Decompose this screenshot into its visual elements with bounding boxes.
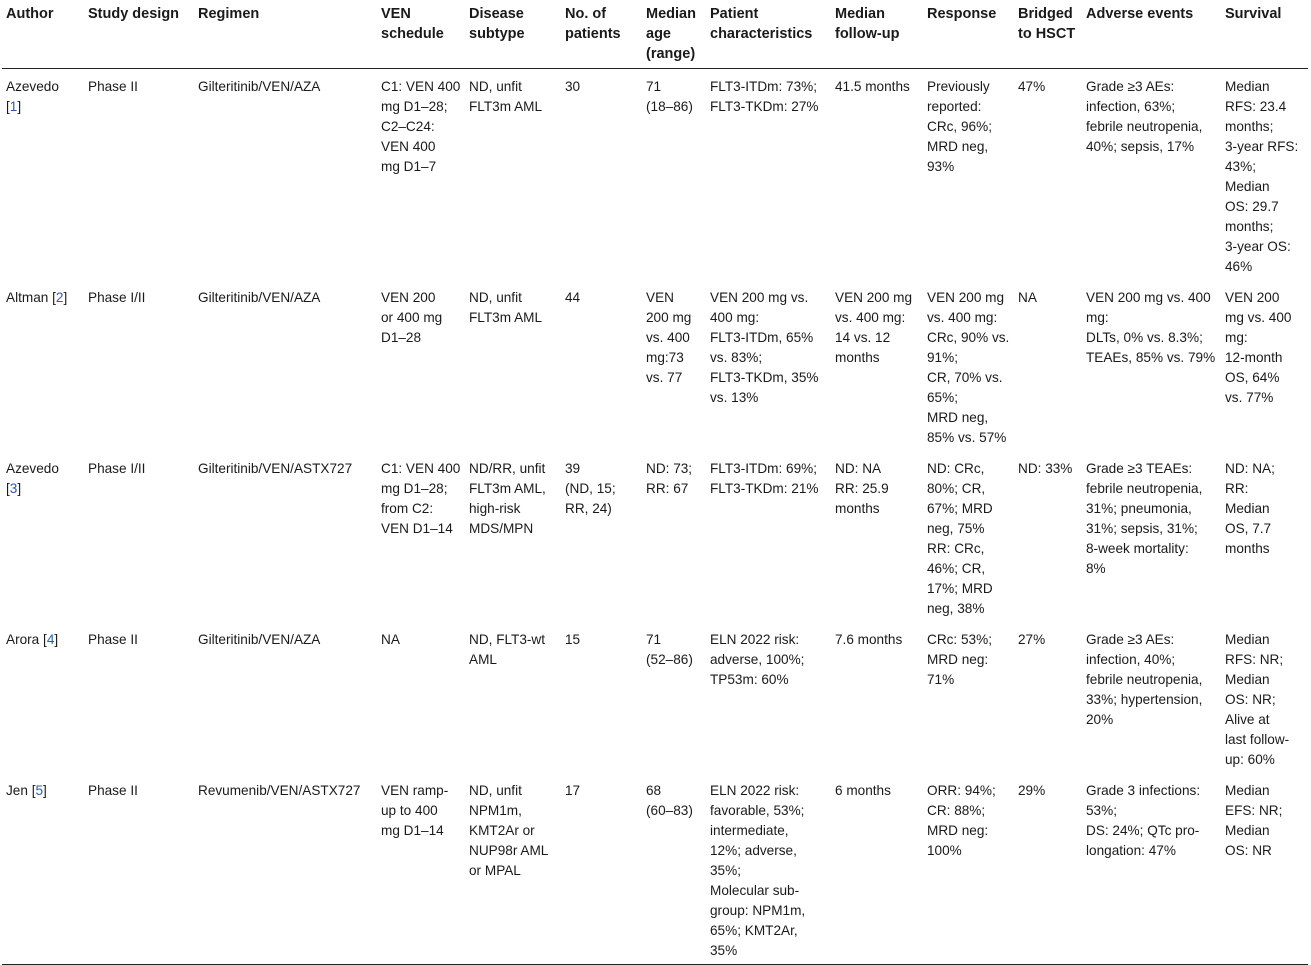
col-header-median-follow-up: Median follow-up (835, 6, 900, 42)
median-follow-up-cell: VEN 200 mg vs. 400 mg: 14 vs. 12 months (835, 290, 913, 365)
col-header-no-of-patients: No. of patients (565, 6, 621, 42)
patient-characteristics-cell: ELN 2022 risk: adverse, 100%; TP53m: 60% (710, 632, 805, 687)
ven-schedule-cell: C1: VEN 400 mg D1–28; from C2: VEN D1–14 (381, 461, 461, 536)
adverse-events-cell: Grade ≥3 TEAEs: febrile neutropenia, 31%; pneumonia, 31%; sepsis, 31%; 8-week mortality: 8% (1086, 461, 1203, 576)
ven-schedule-cell: NA (381, 632, 400, 647)
median-follow-up-cell: 6 months (835, 783, 891, 798)
no-of-patients-cell: 30 (565, 79, 581, 94)
study-design-cell: Phase II (88, 632, 138, 647)
patient-characteristics-cell: FLT3-ITDm: 73%; FLT3-TKDm: 27% (710, 79, 819, 114)
header-row (2, 0, 1308, 69)
bridged-to-hsct-cell: 29% (1018, 783, 1046, 798)
adverse-events-cell: Grade ≥3 AEs: infection, 63%; febrile neutropenia, 40%; sepsis, 17% (1086, 79, 1203, 154)
table-row (2, 773, 1308, 965)
regimen-cell: Gilteritinib/VEN/ASTX727 (198, 461, 353, 476)
reference-link[interactable]: 2 (55, 290, 64, 305)
table-row (2, 69, 1308, 281)
regimen-cell: Gilteritinib/VEN/AZA (198, 290, 321, 305)
bridged-to-hsct-cell: NA (1018, 290, 1037, 305)
author-name: Azevedo (6, 461, 59, 476)
author-cell: Azevedo [3] (6, 461, 59, 496)
col-header-patient-characteristics: Patient characteristics (710, 6, 813, 42)
author-name: Altman (6, 290, 49, 305)
col-header-survival: Survival (1225, 6, 1282, 22)
bridged-to-hsct-cell: 47% (1018, 79, 1046, 94)
bridged-to-hsct-cell: 27% (1018, 632, 1046, 647)
survival-cell: ND: NA; RR: Median OS, 7.7 months (1225, 461, 1275, 556)
reference-link[interactable]: 3 (9, 481, 18, 496)
col-header-study-design: Study design (88, 6, 180, 22)
response-cell: Previously reported: CRc, 96%; MRD neg, 93% (927, 79, 992, 174)
reference-link[interactable]: 4 (46, 632, 55, 647)
median-follow-up-cell: 41.5 months (835, 79, 910, 94)
median-age-cell: VEN 200 mg vs. 400 mg:73 vs. 77 (646, 290, 692, 385)
table-row (2, 280, 1308, 451)
table-row (2, 451, 1308, 622)
author-cell: Altman [2] (6, 290, 68, 305)
col-header-median-age: Median age (range) (646, 6, 696, 62)
median-follow-up-cell: ND: NA RR: 25.9 months (835, 461, 889, 516)
patient-characteristics-cell: FLT3-ITDm: 69%; FLT3-TKDm: 21% (710, 461, 819, 496)
disease-subtype-cell: ND, unfit FLT3m AML (469, 79, 543, 114)
median-age-cell: 71 (52–86) (646, 632, 693, 667)
regimen-cell: Gilteritinib/VEN/AZA (198, 79, 321, 94)
author-name: Jen (6, 783, 28, 798)
no-of-patients-cell: 39 (ND, 15; RR, 24) (565, 461, 616, 516)
col-header-ven-schedule: VEN schedule (381, 6, 444, 42)
survival-cell: Median EFS: NR; Median OS: NR (1225, 783, 1283, 858)
median-follow-up-cell: 7.6 months (835, 632, 903, 647)
author-cell: Arora [4] (6, 632, 59, 647)
ven-schedule-cell: VEN 200 or 400 mg D1–28 (381, 290, 443, 345)
reference-link[interactable]: 5 (35, 783, 44, 798)
author-name: Arora (6, 632, 40, 647)
author-cell: Azevedo [1] (6, 79, 59, 114)
disease-subtype-cell: ND/RR, unfit FLT3m AML, high-risk MDS/MPN (469, 461, 546, 536)
col-header-author: Author (6, 6, 54, 22)
survival-cell: Median RFS: 23.4 months; 3-year RFS: 43%; Median OS: 29.7 months; 3-year OS: 46% (1225, 79, 1299, 274)
response-cell: VEN 200 mg vs. 400 mg: CRc, 90% vs. 91%; CR, 70% vs. 65%; MRD neg, 85% vs. 57% (927, 290, 1010, 445)
survival-cell: Median RFS: NR; Median OS: NR; Alive at last follow- up: 60% (1225, 632, 1290, 767)
no-of-patients-cell: 44 (565, 290, 581, 305)
disease-subtype-cell: ND, unfit FLT3m AML (469, 290, 543, 325)
no-of-patients-cell: 17 (565, 783, 581, 798)
ven-schedule-cell: C1: VEN 400 mg D1–28; C2–C24: VEN 400 mg D1–7 (381, 79, 461, 174)
col-header-disease-subtype: Disease subtype (469, 6, 525, 42)
adverse-events-cell: Grade 3 infections: 53%; DS: 24%; QTc pro- longation: 47% (1086, 783, 1201, 858)
study-table (2, 0, 1308, 965)
response-cell: ND: CRc, 80%; CR, 67%; MRD neg, 75% RR: CRc, 46%; CR, 17%; MRD neg, 38% (927, 461, 993, 616)
adverse-events-cell: Grade ≥3 AEs: infection, 40%; febrile neutropenia, 33%; hypertension, 20% (1086, 632, 1203, 727)
bridged-to-hsct-cell: ND: 33% (1018, 461, 1073, 476)
col-header-bridged-to-hsct: Bridged to HSCT (1018, 6, 1076, 42)
author-name: Azevedo (6, 79, 59, 94)
author-cell: Jen [5] (6, 783, 47, 798)
regimen-cell: Gilteritinib/VEN/AZA (198, 632, 321, 647)
study-design-cell: Phase I/II (88, 461, 146, 476)
patient-characteristics-cell: ELN 2022 risk: favorable, 53%; intermediate, 12%; adverse, 35%; Molecular sub- group: NPM1m, 65%; KMT2Ar, 35% (710, 783, 806, 958)
study-design-cell: Phase II (88, 783, 138, 798)
survival-cell: VEN 200 mg vs. 400 mg: 12-month OS, 64% vs. 77% (1225, 290, 1292, 405)
response-cell: ORR: 94%; CR: 88%; MRD neg: 100% (927, 783, 996, 858)
table-row (2, 622, 1308, 773)
study-design-cell: Phase II (88, 79, 138, 94)
patient-characteristics-cell: VEN 200 mg vs. 400 mg: FLT3-ITDm, 65% vs. 83%; FLT3-TKDm, 35% vs. 13% (710, 290, 819, 405)
study-design-cell: Phase I/II (88, 290, 146, 305)
disease-subtype-cell: ND, unfit NPM1m, KMT2Ar or NUP98r AML or MPAL (469, 783, 549, 878)
disease-subtype-cell: ND, FLT3-wt AML (469, 632, 546, 667)
col-header-response: Response (927, 6, 997, 22)
no-of-patients-cell: 15 (565, 632, 581, 647)
median-age-cell: ND: 73; RR: 67 (646, 461, 693, 496)
median-age-cell: 71 (18–86) (646, 79, 693, 114)
median-age-cell: 68 (60–83) (646, 783, 693, 818)
reference-link[interactable]: 1 (9, 99, 18, 114)
regimen-cell: Revumenib/VEN/ASTX727 (198, 783, 361, 798)
adverse-events-cell: VEN 200 mg vs. 400 mg: DLTs, 0% vs. 8.3%; TEAEs, 85% vs. 79% (1086, 290, 1216, 365)
col-header-adverse-events: Adverse events (1086, 6, 1194, 22)
col-header-regimen: Regimen (198, 6, 260, 22)
response-cell: CRc: 53%; MRD neg: 71% (927, 632, 992, 687)
ven-schedule-cell: VEN ramp- up to 400 mg D1–14 (381, 783, 449, 838)
